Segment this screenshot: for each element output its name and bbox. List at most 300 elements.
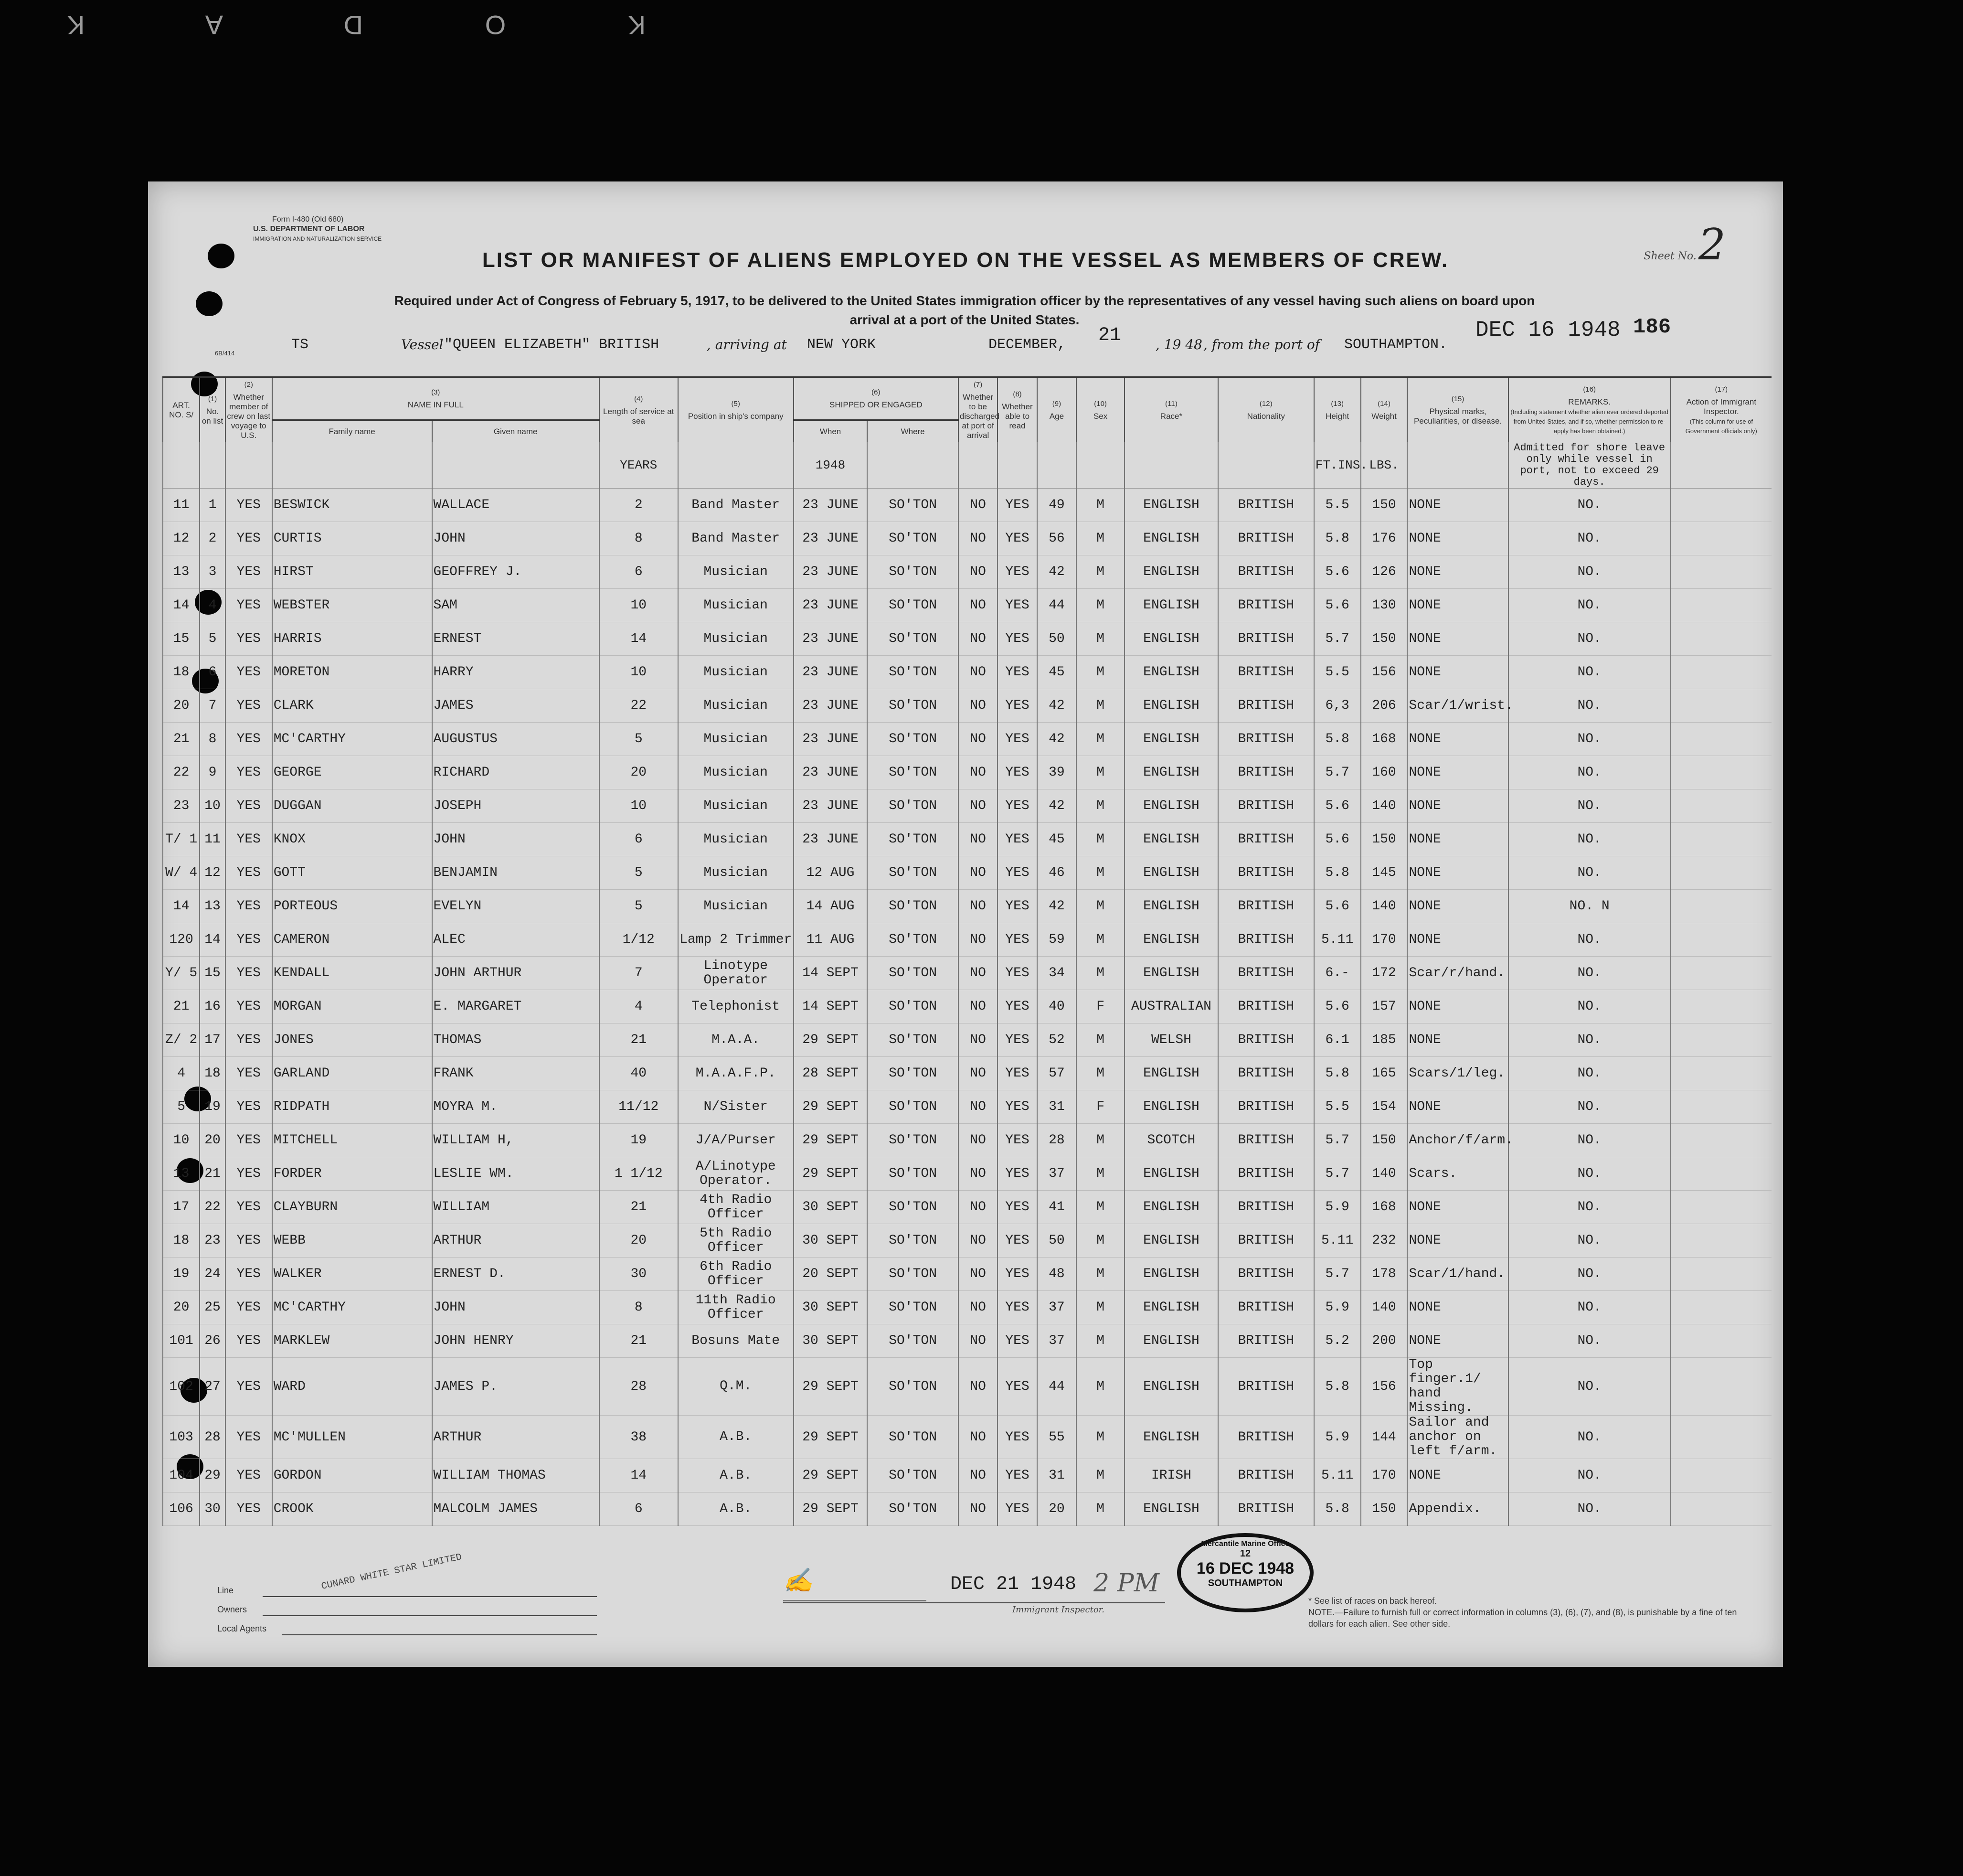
given-name-cell: WILLIAM — [432, 1191, 599, 1224]
remarks-cell: NO. — [1508, 1191, 1671, 1224]
art-number-cell: 17 — [163, 1191, 200, 1224]
nationality-cell: BRITISH — [1218, 1191, 1314, 1224]
crew-row — [163, 756, 1772, 789]
shipped-where-cell: SO'TON — [867, 823, 958, 856]
discharged-cell: NO — [958, 856, 997, 890]
race-cell: ENGLISH — [1125, 1492, 1218, 1526]
art-number-cell: 14 — [163, 890, 200, 923]
remarks-cell: NO. — [1508, 656, 1671, 689]
crew-row — [163, 890, 1772, 923]
given-name-cell: JOSEPH — [432, 789, 599, 823]
able-to-read-cell: YES — [997, 1124, 1037, 1157]
discharged-cell: NO — [958, 990, 997, 1023]
position-cell: M.A.A.F.P. — [678, 1057, 794, 1090]
art-number-cell: Z/ 2 — [163, 1023, 200, 1057]
race-cell: ENGLISH — [1125, 622, 1218, 656]
crew-row — [163, 1258, 1772, 1291]
discharged-cell: NO — [958, 1324, 997, 1358]
age-cell: 59 — [1037, 923, 1076, 957]
family-name-cell: JONES — [272, 1023, 432, 1057]
height-cell: 5.6 — [1314, 890, 1361, 923]
discharged-cell: NO — [958, 589, 997, 622]
sex-cell: M — [1076, 923, 1125, 957]
race-cell: IRISH — [1125, 1459, 1218, 1492]
art-number-cell: 22 — [163, 756, 200, 789]
height-cell: 5.9 — [1314, 1191, 1361, 1224]
crew-row — [163, 923, 1772, 957]
last-voyage-cell: YES — [225, 1023, 272, 1057]
race-cell: SCOTCH — [1125, 1124, 1218, 1157]
crew-row — [163, 1224, 1772, 1258]
able-to-read-cell: YES — [997, 923, 1037, 957]
last-voyage-cell: YES — [225, 1090, 272, 1124]
given-name-cell: EVELYN — [432, 890, 599, 923]
physical-marks-cell: NONE — [1407, 723, 1508, 756]
able-to-read-cell: YES — [997, 1224, 1037, 1258]
remarks-cell: NO. — [1508, 1090, 1671, 1124]
given-name-cell: SAM — [432, 589, 599, 622]
arrival-month: DECEMBER, — [988, 337, 1066, 353]
list-number-cell: 22 — [200, 1191, 225, 1224]
list-number-cell: 12 — [200, 856, 225, 890]
physical-marks-cell: NONE — [1407, 1291, 1508, 1324]
physical-marks-cell: NONE — [1407, 656, 1508, 689]
weight-cell: 172 — [1361, 957, 1408, 990]
family-name-cell: RIDPATH — [272, 1090, 432, 1124]
sex-cell: M — [1076, 689, 1125, 723]
family-name-cell: DUGGAN — [272, 789, 432, 823]
list-number-cell: 9 — [200, 756, 225, 789]
sex-cell: M — [1076, 789, 1125, 823]
height-cell: 5.5 — [1314, 489, 1361, 522]
crew-row — [163, 656, 1772, 689]
service-years-cell: 8 — [599, 522, 678, 555]
col-label: Race* — [1160, 412, 1183, 421]
nationality-cell: BRITISH — [1218, 555, 1314, 589]
last-voyage-cell: YES — [225, 1358, 272, 1416]
crew-row — [163, 1023, 1772, 1057]
col-label: Sex — [1093, 412, 1108, 421]
weight-cell: 140 — [1361, 789, 1408, 823]
last-voyage-cell: YES — [225, 1258, 272, 1291]
position-cell: Bosuns Mate — [678, 1324, 794, 1358]
weight-cell: 145 — [1361, 856, 1408, 890]
service-years-cell: 6 — [599, 1492, 678, 1526]
crew-row — [163, 1057, 1772, 1090]
service-years-cell: 21 — [599, 1023, 678, 1057]
able-to-read-cell: YES — [997, 1023, 1037, 1057]
age-cell: 42 — [1037, 723, 1076, 756]
given-name-cell: HARRY — [432, 656, 599, 689]
col-5 — [678, 377, 794, 442]
col-11 — [1125, 377, 1218, 442]
age-cell: 48 — [1037, 1258, 1076, 1291]
height-cell: 5.8 — [1314, 856, 1361, 890]
given-name-cell: JAMES P. — [432, 1358, 599, 1416]
physical-marks-cell: Sailor and anchor on left f/arm. — [1407, 1416, 1508, 1459]
sex-cell: M — [1076, 1291, 1125, 1324]
height-cell: 5.8 — [1314, 723, 1361, 756]
art-number-cell: 18 — [163, 656, 200, 689]
family-name-cell: MC'CARTHY — [272, 723, 432, 756]
height-cell: 5.6 — [1314, 823, 1361, 856]
arrival-port: NEW YORK — [807, 337, 876, 353]
position-cell: 11th Radio Officer — [678, 1291, 794, 1324]
inspector-action-cell — [1671, 1090, 1772, 1124]
age-cell: 57 — [1037, 1057, 1076, 1090]
col-12 — [1218, 377, 1314, 442]
race-cell: ENGLISH — [1125, 1358, 1218, 1416]
remarks-cell: NO. — [1508, 589, 1671, 622]
discharged-cell: NO — [958, 1258, 997, 1291]
shipped-when-cell: 29 SEPT — [794, 1358, 868, 1416]
age-cell: 37 — [1037, 1324, 1076, 1358]
remarks-cell: NO. — [1508, 1492, 1671, 1526]
col-number: (4) — [634, 395, 643, 403]
able-to-read-cell: YES — [997, 1090, 1037, 1124]
given-name-cell: FRANK — [432, 1057, 599, 1090]
given-name-cell: BENJAMIN — [432, 856, 599, 890]
shipped-when-cell: 23 JUNE — [794, 756, 868, 789]
art-number-cell: 18 — [163, 1224, 200, 1258]
shipped-where-cell: SO'TON — [867, 1124, 958, 1157]
list-number-cell: 19 — [200, 1090, 225, 1124]
family-name-cell: MC'MULLEN — [272, 1416, 432, 1459]
shipped-when-cell: 28 SEPT — [794, 1057, 868, 1090]
height-cell: 5.8 — [1314, 1358, 1361, 1416]
remarks-cell: NO. — [1508, 1057, 1671, 1090]
remarks-cell: NO. — [1508, 1358, 1671, 1416]
shipped-when-cell: 23 JUNE — [794, 656, 868, 689]
able-to-read-cell: YES — [997, 1358, 1037, 1416]
col-art — [163, 377, 200, 442]
sex-cell: M — [1076, 1492, 1125, 1526]
list-number-cell: 1 — [200, 489, 225, 522]
nationality-cell: BRITISH — [1218, 1090, 1314, 1124]
shipped-where-cell: SO'TON — [867, 1258, 958, 1291]
col-label: REMARKS. — [1568, 397, 1611, 406]
service-years-cell: 10 — [599, 656, 678, 689]
list-number-cell: 5 — [200, 622, 225, 656]
given-name-cell: THOMAS — [432, 1023, 599, 1057]
height-cell: 5.2 — [1314, 1324, 1361, 1358]
sex-cell: M — [1076, 1191, 1125, 1224]
weight-cell: 150 — [1361, 622, 1408, 656]
shipped-when-cell: 30 SEPT — [794, 1191, 868, 1224]
service-years-cell: 10 — [599, 589, 678, 622]
race-cell: ENGLISH — [1125, 1258, 1218, 1291]
nationality-cell: BRITISH — [1218, 1416, 1314, 1459]
height-cell: 5.11 — [1314, 1459, 1361, 1492]
able-to-read-cell: YES — [997, 823, 1037, 856]
physical-marks-cell: NONE — [1407, 823, 1508, 856]
column-header-row — [163, 377, 1772, 420]
given-name-cell: LESLIE WM. — [432, 1157, 599, 1191]
col-14 — [1361, 377, 1408, 442]
col-label: Height — [1326, 412, 1349, 421]
position-cell: Musician — [678, 789, 794, 823]
age-cell: 46 — [1037, 856, 1076, 890]
discharged-cell: NO — [958, 555, 997, 589]
service-years-cell: 1 1/12 — [599, 1157, 678, 1191]
remarks-cell: NO. — [1508, 622, 1671, 656]
crew-row — [163, 522, 1772, 555]
height-cell: 6.1 — [1314, 1023, 1361, 1057]
given-name-cell: JOHN — [432, 1291, 599, 1324]
art-number-cell: 11 — [163, 489, 200, 522]
col-label: Position in ship's company — [688, 412, 784, 421]
remarks-cell: NO. — [1508, 489, 1671, 522]
given-name-cell: JOHN ARTHUR — [432, 957, 599, 990]
sex-cell: M — [1076, 489, 1125, 522]
crew-row — [163, 1191, 1772, 1224]
shipped-where-cell: SO'TON — [867, 1191, 958, 1224]
age-cell: 42 — [1037, 890, 1076, 923]
service-years-cell: 38 — [599, 1416, 678, 1459]
weight-cell: 165 — [1361, 1057, 1408, 1090]
able-to-read-cell: YES — [997, 890, 1037, 923]
shipped-when-cell: 30 SEPT — [794, 1291, 868, 1324]
race-cell: ENGLISH — [1125, 1291, 1218, 1324]
nationality-cell: BRITISH — [1218, 723, 1314, 756]
weight-cell: 150 — [1361, 489, 1408, 522]
given-name-cell: GEOFFREY J. — [432, 555, 599, 589]
list-number-cell: 27 — [200, 1358, 225, 1416]
remarks-cell: NO. — [1508, 1157, 1671, 1191]
remarks-cell: NO. — [1508, 1258, 1671, 1291]
shipped-where-cell: SO'TON — [867, 1157, 958, 1191]
age-cell: 55 — [1037, 1416, 1076, 1459]
col-label: Action of Immigrant Inspector. — [1686, 397, 1757, 416]
discharged-cell: NO — [958, 656, 997, 689]
col-number: (11) — [1165, 400, 1178, 408]
sex-cell: M — [1076, 1057, 1125, 1090]
nationality-cell: BRITISH — [1218, 489, 1314, 522]
list-number-cell: 8 — [200, 723, 225, 756]
inspector-action-cell — [1671, 656, 1772, 689]
owners-rule — [263, 1615, 597, 1616]
col-label: Whether member of crew on last voyage to U.S. — [227, 393, 271, 440]
shipped-where-cell: SO'TON — [867, 1057, 958, 1090]
inspector-action-cell — [1671, 1124, 1772, 1157]
art-number-cell: 10 — [163, 1124, 200, 1157]
family-name-cell: GOTT — [272, 856, 432, 890]
nationality-cell: BRITISH — [1218, 923, 1314, 957]
shipped-when-cell: 23 JUNE — [794, 789, 868, 823]
line-label: Line — [217, 1586, 234, 1595]
discharged-cell: NO — [958, 789, 997, 823]
service-years-cell: 11/12 — [599, 1090, 678, 1124]
inspector-action-cell — [1671, 1291, 1772, 1324]
art-number-cell: 103 — [163, 1416, 200, 1459]
last-voyage-cell: YES — [225, 689, 272, 723]
position-cell: Lamp 2 Trimmer — [678, 923, 794, 957]
age-cell: 56 — [1037, 522, 1076, 555]
race-cell: ENGLISH — [1125, 1324, 1218, 1358]
remarks-cell: NO. — [1508, 1416, 1671, 1459]
family-name-cell: CLARK — [272, 689, 432, 723]
race-cell: ENGLISH — [1125, 522, 1218, 555]
agents-rule — [282, 1634, 597, 1635]
discharged-cell: NO — [958, 1191, 997, 1224]
height-cell: 5.6 — [1314, 555, 1361, 589]
list-number-cell: 17 — [200, 1023, 225, 1057]
position-cell: Telephonist — [678, 990, 794, 1023]
able-to-read-cell: YES — [997, 1191, 1037, 1224]
shipped-where-cell: SO'TON — [867, 1090, 958, 1124]
crew-table — [162, 376, 1772, 1526]
given-name-cell: ERNEST D. — [432, 1258, 599, 1291]
height-cell: 6,3 — [1314, 689, 1361, 723]
family-name-cell: WEBB — [272, 1224, 432, 1258]
shipped-where-cell: SO'TON — [867, 1291, 958, 1324]
art-number-cell: 13 — [163, 1157, 200, 1191]
physical-marks-cell: NONE — [1407, 1459, 1508, 1492]
nationality-cell: BRITISH — [1218, 823, 1314, 856]
unit-weight: LBS. — [1361, 442, 1408, 489]
discharged-cell: NO — [958, 1492, 997, 1526]
art-number-cell: 4 — [163, 1057, 200, 1090]
list-number-cell: 11 — [200, 823, 225, 856]
crew-row — [163, 689, 1772, 723]
service-years-cell: 20 — [599, 1224, 678, 1258]
col-8 — [997, 377, 1037, 442]
nationality-cell: BRITISH — [1218, 1124, 1314, 1157]
race-cell: ENGLISH — [1125, 1057, 1218, 1090]
nationality-cell: BRITISH — [1218, 957, 1314, 990]
line-rule — [263, 1596, 597, 1597]
art-number-cell: 21 — [163, 990, 200, 1023]
discharged-cell: NO — [958, 890, 997, 923]
position-cell: A.B. — [678, 1492, 794, 1526]
crew-row — [163, 1124, 1772, 1157]
position-cell: Q.M. — [678, 1358, 794, 1416]
inspector-action-cell — [1671, 1057, 1772, 1090]
service-years-cell: 4 — [599, 990, 678, 1023]
shipped-when-cell: 29 SEPT — [794, 1157, 868, 1191]
punch-hole — [196, 291, 223, 316]
physical-marks-cell: Scar/1/hand. — [1407, 1258, 1508, 1291]
art-number-cell: 101 — [163, 1324, 200, 1358]
sex-cell: M — [1076, 622, 1125, 656]
position-cell: Musician — [678, 555, 794, 589]
col-label: Age — [1049, 412, 1064, 421]
vessel-label: Vessel — [401, 337, 444, 352]
shipped-when-cell: 14 SEPT — [794, 957, 868, 990]
races-note: * See list of races on back hereof. — [1308, 1596, 1437, 1606]
nationality-cell: BRITISH — [1218, 1157, 1314, 1191]
sex-cell: M — [1076, 890, 1125, 923]
col-number: (10) — [1094, 400, 1107, 408]
manifest-sheet — [148, 181, 1783, 1667]
col-label: SHIPPED OR ENGAGED — [829, 400, 923, 409]
sex-cell: M — [1076, 656, 1125, 689]
remarks-cell: NO. — [1508, 1324, 1671, 1358]
shipped-where-cell: SO'TON — [867, 789, 958, 823]
given-name-cell: JOHN HENRY — [432, 1324, 599, 1358]
shipped-when-cell: 29 SEPT — [794, 1090, 868, 1124]
footer-notes — [1308, 1595, 1748, 1630]
family-name-cell: MITCHELL — [272, 1124, 432, 1157]
last-voyage-cell: YES — [225, 756, 272, 789]
last-voyage-cell: YES — [225, 789, 272, 823]
family-name-cell: CROOK — [272, 1492, 432, 1526]
service-years-cell: 10 — [599, 789, 678, 823]
nationality-cell: BRITISH — [1218, 1023, 1314, 1057]
nationality-cell: BRITISH — [1218, 1459, 1314, 1492]
form-service: IMMIGRATION AND NATURALIZATION SERVICE — [253, 235, 382, 242]
inspector-label: Immigrant Inspector. — [1012, 1605, 1105, 1615]
shipped-when-cell: 23 JUNE — [794, 622, 868, 656]
physical-marks-cell: NONE — [1407, 990, 1508, 1023]
able-to-read-cell: YES — [997, 756, 1037, 789]
remarks-cell: NO. — [1508, 689, 1671, 723]
discharged-cell: NO — [958, 923, 997, 957]
col-label: Physical marks, Peculiarities, or disease. — [1413, 407, 1502, 426]
position-cell: Musician — [678, 689, 794, 723]
col-given-name: Given name — [432, 420, 599, 442]
inspector-date: DEC 21 1948 — [950, 1574, 1077, 1595]
inspector-action-cell — [1671, 1191, 1772, 1224]
height-cell: 5.7 — [1314, 1157, 1361, 1191]
crew-row — [163, 789, 1772, 823]
shipped-where-cell: SO'TON — [867, 890, 958, 923]
list-number-cell: 7 — [200, 689, 225, 723]
shipped-when-cell: 20 SEPT — [794, 1258, 868, 1291]
shipped-where-cell: SO'TON — [867, 522, 958, 555]
form-code: 6B/414 — [215, 350, 235, 357]
arriving-label: , arriving at — [707, 337, 787, 352]
position-cell: N/Sister — [678, 1090, 794, 1124]
given-name-cell: JOHN — [432, 823, 599, 856]
position-cell: Linotype Operator — [678, 957, 794, 990]
shipped-when-cell: 11 AUG — [794, 923, 868, 957]
col-4 — [599, 377, 678, 442]
age-cell: 37 — [1037, 1157, 1076, 1191]
col-number: (8) — [1013, 390, 1022, 398]
physical-marks-cell: NONE — [1407, 789, 1508, 823]
weight-cell: 157 — [1361, 990, 1408, 1023]
art-number-cell: 20 — [163, 1291, 200, 1324]
form-number: Form I-480 (Old 680) — [272, 215, 344, 224]
crew-row — [163, 990, 1772, 1023]
last-voyage-cell: YES — [225, 890, 272, 923]
crew-row — [163, 622, 1772, 656]
last-voyage-cell: YES — [225, 656, 272, 689]
from-label: , from the port of — [1203, 337, 1320, 352]
given-name-cell: JOHN — [432, 522, 599, 555]
service-years-cell: 40 — [599, 1057, 678, 1090]
remarks-cell: NO. — [1508, 723, 1671, 756]
family-name-cell: GEORGE — [272, 756, 432, 789]
shipped-where-cell: SO'TON — [867, 689, 958, 723]
family-name-cell: KNOX — [272, 823, 432, 856]
nationality-cell: BRITISH — [1218, 1324, 1314, 1358]
physical-marks-cell: NONE — [1407, 856, 1508, 890]
physical-marks-cell: NONE — [1407, 522, 1508, 555]
given-name-cell: JAMES — [432, 689, 599, 723]
weight-cell: 185 — [1361, 1023, 1408, 1057]
race-cell: WELSH — [1125, 1023, 1218, 1057]
nationality-cell: BRITISH — [1218, 656, 1314, 689]
list-number-cell: 18 — [200, 1057, 225, 1090]
inspector-action-cell — [1671, 1358, 1772, 1416]
inspector-action-cell — [1671, 756, 1772, 789]
sex-cell: M — [1076, 1358, 1125, 1416]
able-to-read-cell: YES — [997, 1291, 1037, 1324]
nationality-cell: BRITISH — [1218, 756, 1314, 789]
race-cell: ENGLISH — [1125, 890, 1218, 923]
